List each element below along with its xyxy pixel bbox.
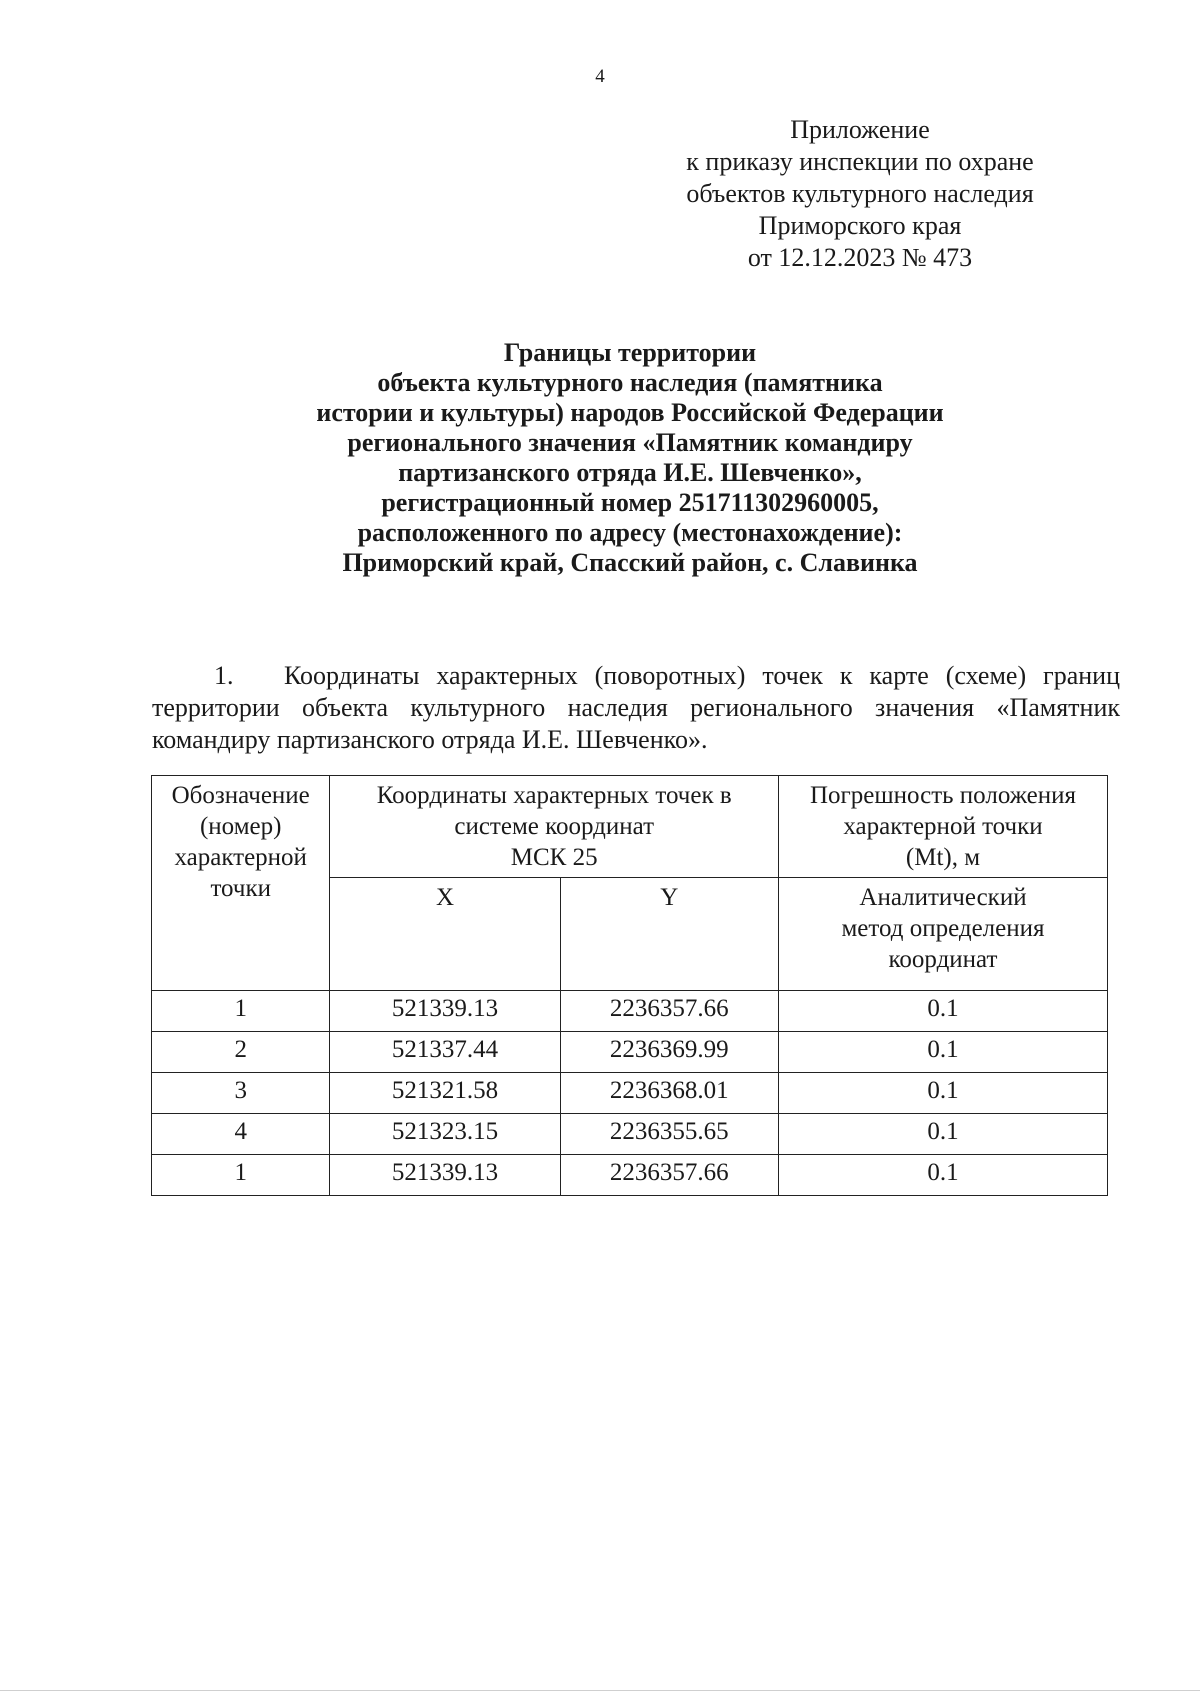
method-header-line: координат <box>888 946 998 973</box>
appendix-line: Приложение <box>790 115 930 144</box>
section-paragraph <box>152 660 1120 756</box>
point-header-line: характерной <box>174 844 307 871</box>
point-header <box>152 776 330 991</box>
point-header-line: (номер) <box>199 813 282 840</box>
y-cell: 2236355.65 <box>560 1114 778 1155</box>
coords-header-line: системе координат <box>454 813 655 840</box>
point-cell: 2 <box>152 1032 330 1073</box>
x-cell: 521323.15 <box>330 1114 560 1155</box>
appendix-line: от 12.12.2023 № 473 <box>747 243 973 272</box>
method-header-line: метод определения <box>841 915 1045 942</box>
appendix-block <box>640 114 1080 274</box>
title-line: партизанского отряда И.Е. Шевченко», <box>398 458 862 487</box>
coordinates-table <box>151 775 1108 1196</box>
title-line: объекта культурного наследия (памятника <box>377 368 883 397</box>
x-cell: 521339.13 <box>330 991 560 1032</box>
paragraph-number: 1. <box>214 661 234 690</box>
table-row <box>152 1114 1108 1155</box>
point-cell: 4 <box>152 1114 330 1155</box>
error-header-line: (Mt), м <box>905 844 981 871</box>
appendix-line: объектов культурного наследия <box>686 179 1034 208</box>
appendix-line: к приказу инспекции по охране <box>686 147 1034 176</box>
title-line: регистрационный номер 251711302960005, <box>381 488 879 517</box>
table-row <box>152 1073 1108 1114</box>
paragraph-text: Координаты характерных (поворотных) точек к карте (схеме) границ территории объекта культурного наследия регионального значения «Памятник командиру партизанского отряда И.Е. Шевченко». <box>152 661 1120 754</box>
title-line: регионального значения «Памятник командиру <box>347 428 913 457</box>
appendix-line: Приморского края <box>758 211 962 240</box>
point-header-line: Обозначение <box>171 782 310 809</box>
coords-header-line: МСК 25 <box>510 844 598 871</box>
error-cell: 0.1 <box>778 1114 1107 1155</box>
point-cell: 1 <box>152 1155 330 1196</box>
y-cell: 2236368.01 <box>560 1073 778 1114</box>
table-row <box>152 991 1108 1032</box>
y-cell: 2236369.99 <box>560 1032 778 1073</box>
y-header: Y <box>560 878 778 991</box>
method-header <box>778 878 1107 991</box>
title-line: Приморский край, Спасский район, с. Славинка <box>342 548 918 577</box>
error-cell: 0.1 <box>778 991 1107 1032</box>
title-line: расположенного по адресу (местонахождение): <box>357 518 903 547</box>
error-header-line: Погрешность положения <box>809 782 1076 809</box>
coords-header-line: Координаты характерных точек в <box>376 782 732 809</box>
title-line: Границы территории <box>503 338 757 367</box>
title-line: истории и культуры) народов Российской Федерации <box>316 398 944 427</box>
y-cell: 2236357.66 <box>560 1155 778 1196</box>
x-header: X <box>330 878 560 991</box>
x-cell: 521321.58 <box>330 1073 560 1114</box>
error-header-line: характерной точки <box>843 813 1043 840</box>
y-cell: 2236357.66 <box>560 991 778 1032</box>
error-cell: 0.1 <box>778 1155 1107 1196</box>
point-cell: 1 <box>152 991 330 1032</box>
error-cell: 0.1 <box>778 1032 1107 1073</box>
error-cell: 0.1 <box>778 1073 1107 1114</box>
document-title <box>150 338 1110 578</box>
table-row <box>152 1032 1108 1073</box>
table-row <box>152 1155 1108 1196</box>
point-header-line: точки <box>210 875 271 902</box>
page-edge-divider <box>0 1690 1200 1691</box>
method-header-line: Аналитический <box>859 884 1027 911</box>
x-cell: 521337.44 <box>330 1032 560 1073</box>
error-header <box>778 776 1107 878</box>
x-cell: 521339.13 <box>330 1155 560 1196</box>
page-number: 4 <box>595 66 605 87</box>
point-cell: 3 <box>152 1073 330 1114</box>
coords-header <box>330 776 779 878</box>
